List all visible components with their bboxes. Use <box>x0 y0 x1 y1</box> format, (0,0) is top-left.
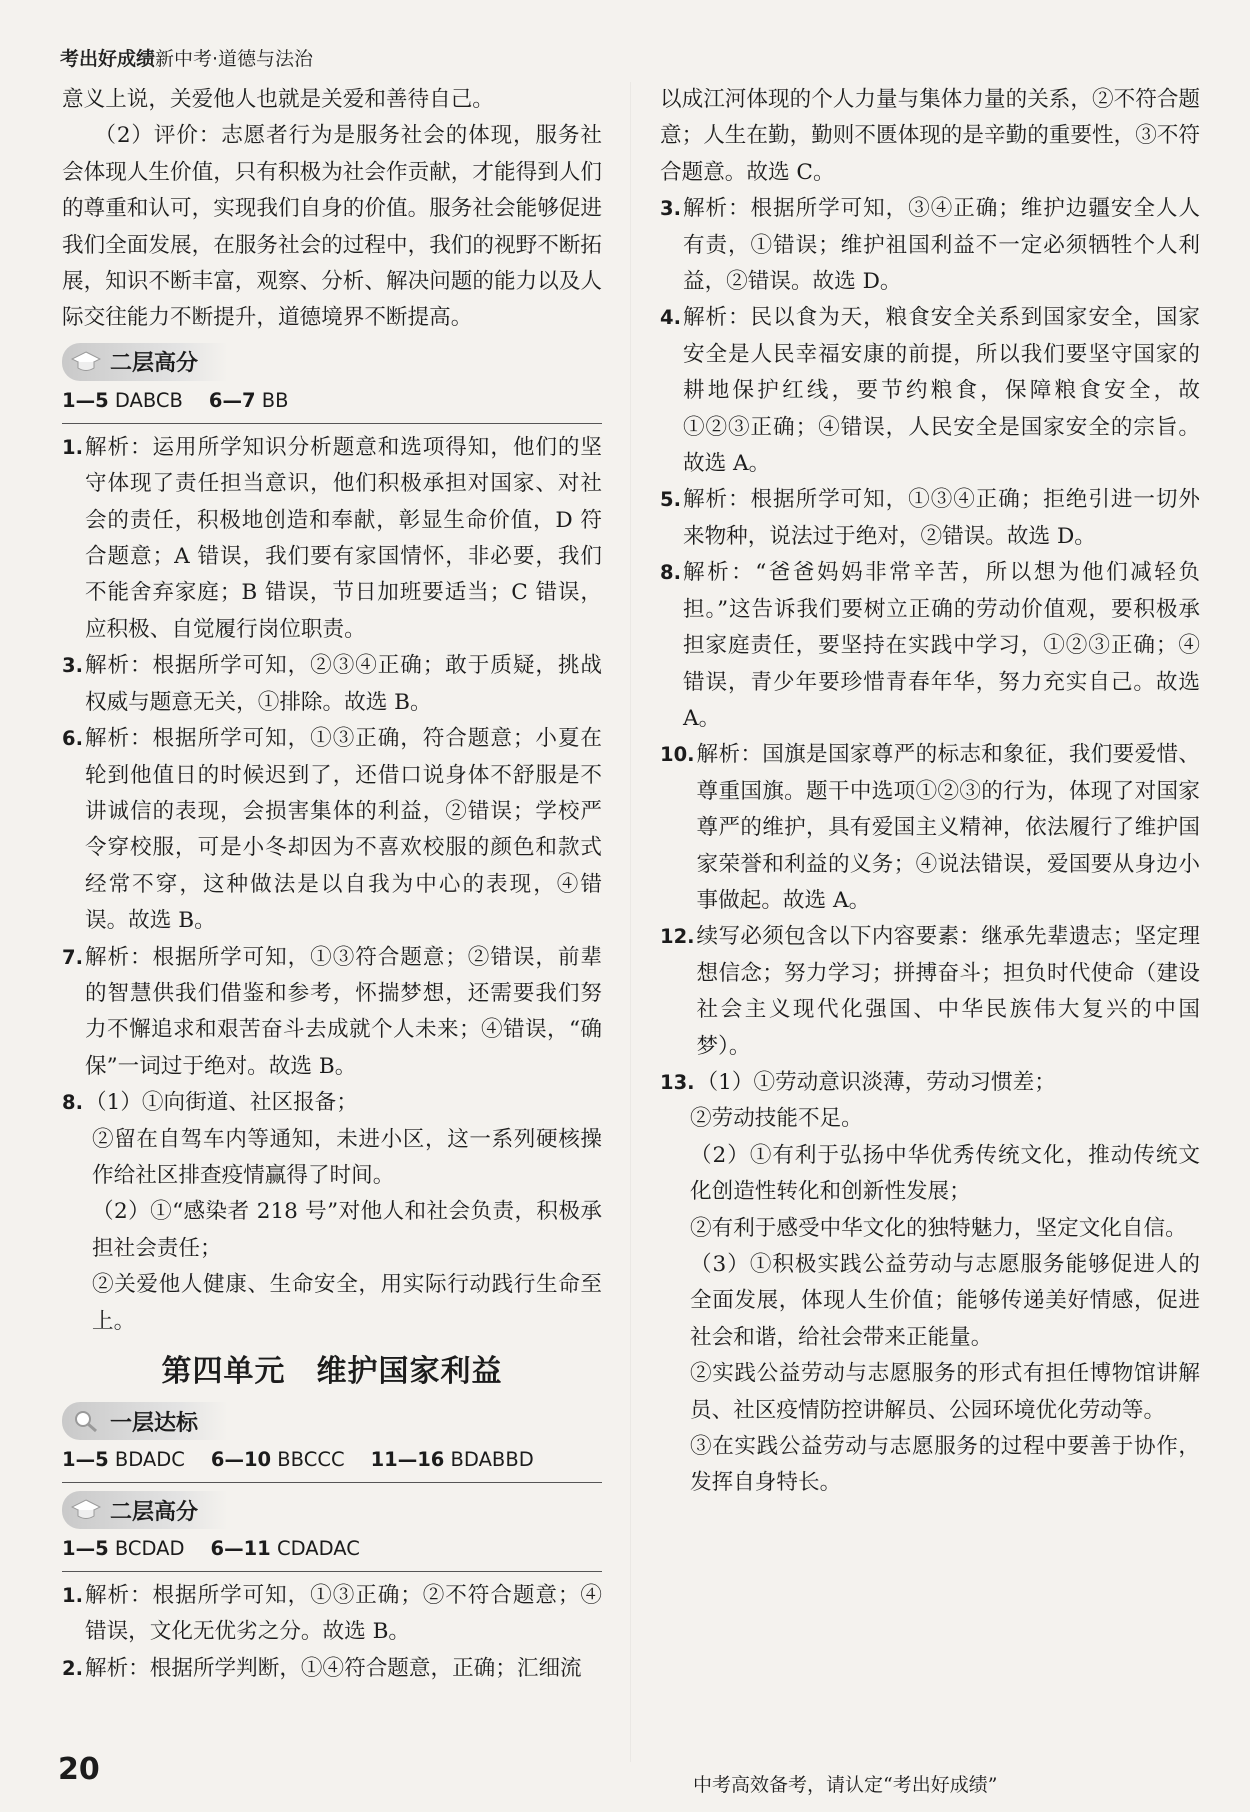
answer-subitem: ②有利于感受中华文化的独特魅力，坚定文化自信。 <box>690 1215 1187 1241</box>
answer-item: 8. 解析：“爸爸妈妈非常辛苦，所以想为他们减轻负担。”这告诉我们要树立正确的劳动价值观，要积极承担家庭责任，要坚持在实践中学习，①②③正确；④错误，青少年要珍惜青春年华，努力充实自己。故选 A。 <box>660 560 1200 731</box>
answer-values: CDADAC <box>276 1537 360 1560</box>
answer-values: BDABBD <box>450 1448 534 1471</box>
answer-key <box>62 1531 602 1572</box>
section-header-advanced <box>62 341 602 383</box>
paragraph: 以成江河体现的个人力量与集体力量的关系，②不符合题意；人生在勤，勤则不匮体现的是辛勤的重要性，③不符合题意。故选 C。 <box>660 87 1200 185</box>
page-number: 20 <box>58 1752 100 1787</box>
answer-range: 6—7 <box>208 388 256 412</box>
paragraph: （2）评价：志愿者行为是服务社会的体现，服务社会体现人生价值，只有积极为社会作贡献，才能得到人们的尊重和认可，实现我们自身的价值。服务社会能够促进我们全面发展，在服务社会的过程中，我们的视野不断拓展，知识不断丰富，观察、分析、解决问题的能力以及人际交往能力不断提升，道德境界不断提高。 <box>62 123 602 331</box>
graduation-cap-icon <box>68 1495 104 1525</box>
answer-item: 5. 解析：根据所学可知，①③④正确；拒绝引进一切外来物种，说法过于绝对，②错误。故选 D。 <box>660 487 1200 549</box>
answer-range: 6—11 <box>210 1537 271 1560</box>
answer-subitem: ②关爱他人健康、生命安全，用实际行动践行生命至上。 <box>92 1272 602 1334</box>
answer-values: BCDAD <box>114 1537 185 1560</box>
answer-item: 10. 解析：国旗是国家尊严的标志和象征，我们要爱惜、尊重国旗。题干中选项①②③的行为，体现了对国家尊严的维护，具有爱国主义精神，依法履行了维护国家荣誉和利益的义务；④说法错误，爱国要从身边小事做起。故选 A。 <box>660 742 1200 913</box>
right-column <box>660 82 1200 1502</box>
answer-values: BDADC <box>114 1448 185 1471</box>
answer-item: 12. 续写必须包含以下内容要素：继承先辈遗志；坚定理想信念；努力学习；拼搏奋斗；担负时代使命（建设社会主义现代化强国、中华民族伟大复兴的中国梦）。 <box>660 924 1200 1059</box>
unit-title: 第四单元 维护国家利益 <box>161 1354 503 1389</box>
answer-item: 1. 解析：根据所学可知，①③正确；②不符合题意；④错误，文化无优劣之分。故选 B。 <box>62 1583 602 1645</box>
magnifier-icon <box>68 1406 104 1436</box>
answer-key <box>62 1442 602 1483</box>
book-brand: 考出好成绩 <box>60 48 156 70</box>
answer-values: BB <box>261 388 289 412</box>
section-header-advanced <box>62 1489 602 1531</box>
answer-subitem: ③在实践公益劳动与志愿服务的过程中要善于协作，发挥自身特长。 <box>690 1434 1200 1496</box>
answer-item: 7. 解析：根据所学可知，①③符合题意；②错误，前辈的智慧供我们借鉴和参考，怀揣梦想，还需要我们努力不懈追求和艰苦奋斗去成就个人未来；④错误，“确保”一词过于绝对。故选 B。 <box>62 944 602 1079</box>
paragraph: 意义上说，关爱他人也就是关爱和善待自己。 <box>62 87 494 112</box>
answer-item: 6. 解析：根据所学可知，①③正确，符合题意；小夏在轮到他值日的时候迟到了，还借口说身体不舒服是不讲诚信的表现，会损害集体的利益，②错误；学校严令穿校服，可是小冬却因为不喜欢校服的颜色和款式经常不穿，这种做法是以自我为中心的表现，④错误。故选 B。 <box>62 726 602 934</box>
section-header-basic <box>62 1400 602 1442</box>
left-column <box>62 82 602 1687</box>
book-series: 新中考·道德与法治 <box>155 48 314 70</box>
answer-subitem: ②劳动技能不足。 <box>690 1106 863 1132</box>
answer-key <box>62 383 602 424</box>
answer-item: 8. （1）①向街道、社区报备； <box>62 1090 358 1116</box>
answer-range: 1—5 <box>62 1448 109 1471</box>
answer-item: 3. 解析：根据所学可知，②③④正确；敢于质疑，挑战权威与题意无关，①排除。故选 B。 <box>62 653 602 715</box>
answer-subitem: （2）①“感染者 218 号”对他人和社会负责，积极承担社会责任； <box>92 1199 602 1261</box>
answer-range: 1—5 <box>62 1537 109 1560</box>
answer-subitem: （3）①积极实践公益劳动与志愿服务能够促进人的全面发展，体现人生价值；能够传递美好情感，促进社会和谐，给社会带来正能量。 <box>690 1252 1200 1350</box>
section-label: 二层高分 <box>110 351 199 377</box>
answer-item: 1. 解析：运用所学知识分析题意和选项得知，他们的坚守体现了责任担当意识，他们积极承担对国家、对社会的责任，积极地创造和奉献，彰显生命价值，D 符合题意；A 错误，我们要有家国情怀，非必要，我们不能舍弃家庭；B 错误，节日加班要适当；C 错误，应积极、自觉履行岗位职责。 <box>62 434 602 642</box>
answer-item: 3. 解析：根据所学可知，③④正确；维护边疆安全人人有责，①错误；维护祖国利益不一定必须牺牲个人利益，②错误。故选 D。 <box>660 196 1200 295</box>
page-header <box>60 44 313 71</box>
answer-item: 13. （1）①劳动意识淡薄，劳动习惯差； <box>660 1069 1056 1095</box>
graduation-cap-icon <box>68 347 104 377</box>
answer-values: DABCB <box>114 388 183 412</box>
answer-values: BBCCC <box>277 1448 345 1471</box>
answer-subitem: （2）①有利于弘扬中华优秀传统文化，推动传统文化创造性转化和创新性发展； <box>690 1142 1200 1205</box>
answer-item: 2. 解析：根据所学判断，①④符合题意，正确；汇细流 <box>62 1655 582 1681</box>
answer-subitem: ②实践公益劳动与志愿服务的形式有担任博物馆讲解员、社区疫情防控讲解员、公园环境优化劳动等。 <box>690 1361 1200 1423</box>
answer-range: 11—16 <box>370 1448 445 1471</box>
footer-slogan: 中考高效备考，请认定“考出好成绩” <box>693 1774 998 1796</box>
section-label: 二层高分 <box>110 1499 199 1525</box>
answer-range: 1—5 <box>62 388 109 412</box>
answer-subitem: ②留在自驾车内等通知，未进小区，这一系列硬核操作给社区排查疫情赢得了时间。 <box>92 1126 602 1188</box>
answer-range: 6—10 <box>210 1448 272 1471</box>
section-label: 一层达标 <box>110 1410 199 1436</box>
column-divider <box>630 82 631 1762</box>
answer-item: 4. 解析：民以食为天，粮食安全关系到国家安全，国家安全是人民幸福安康的前提，所以我们要坚守国家的耕地保护红线，要节约粮食，保障粮食安全，故①②③正确；④错误，人民安全是国家安全的宗旨。故选 A。 <box>660 305 1200 477</box>
